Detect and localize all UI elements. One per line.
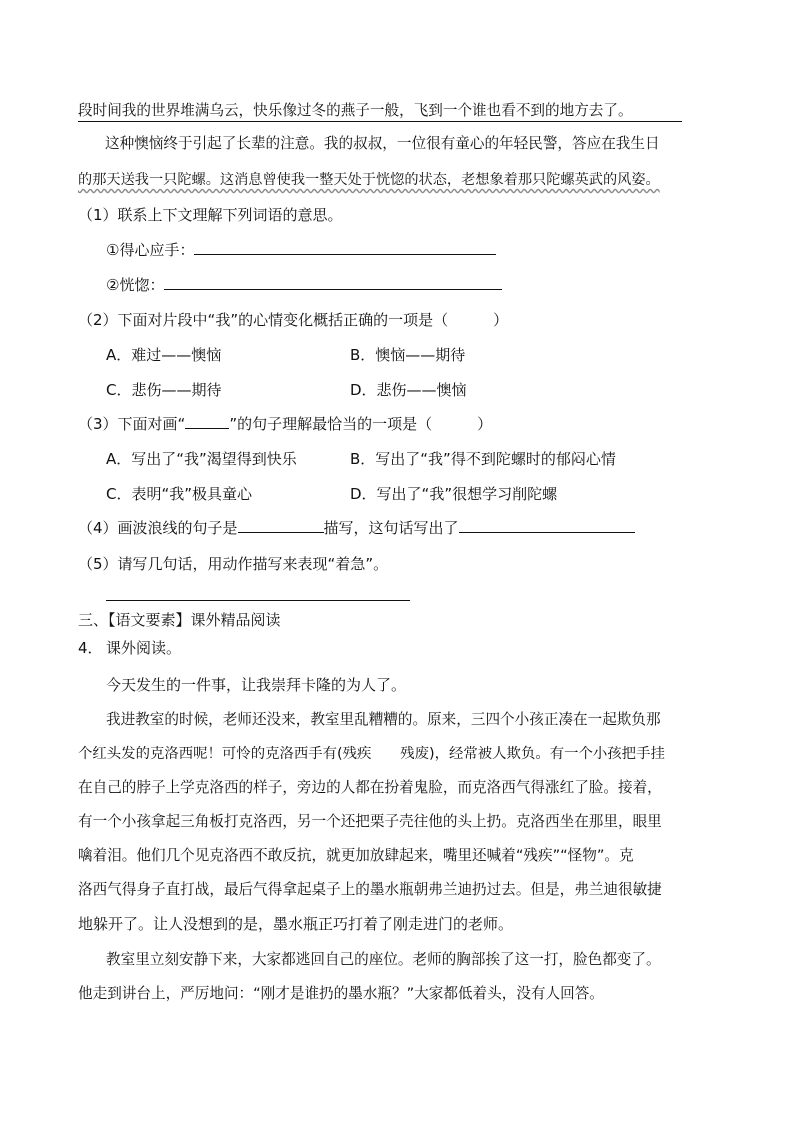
passage-line: 有一个小孩拿起三角板打克洛西，另一个还把栗子壳往他的头上扔。克洛西坐在那里，眼里 <box>78 813 662 830</box>
passage-line: 在自己的脖子上学克洛西的样子，旁边的人都在扮着鬼脸，而克洛西气得涨红了脸。接着， <box>78 779 662 796</box>
answer-blank[interactable] <box>459 518 635 533</box>
option-b[interactable]: B．懊恼——期待 <box>350 346 466 364</box>
question-2: （2）下面对片段中“我”的心情变化概括正确的一项是（ ） <box>78 311 509 329</box>
question-1: （1）联系上下文理解下列词语的意思。 <box>78 206 343 224</box>
option-a[interactable]: A．难过——懊恼 <box>106 346 222 364</box>
passage-line: 洛西气得身子直打战，最后气得拿起桌子上的墨水瓶朝弗兰迪扔过去。但是，弗兰迪很敏捷 <box>78 881 662 898</box>
question-3-pre: （3）下面对画“ <box>78 415 186 433</box>
question-text: 课外阅读。 <box>106 639 182 657</box>
passage-line: 这种懊恼终于引起了长辈的注意。我的叔叔，一位很有童心的年轻民警，答应在我生日 <box>105 135 660 152</box>
underline-mark <box>185 414 229 429</box>
answer-blank[interactable] <box>164 275 502 290</box>
passage-text: 段时间我的世界堆满乌云，快乐像过冬的燕子一般，飞到一个谁也看不到的地方去了。 <box>78 102 633 119</box>
passage-line: 他走到讲台上，严厉地问：“刚才是谁扔的墨水瓶？”大家都低着头，没有人回答。 <box>78 985 604 1002</box>
option-b[interactable]: B．写出了“我”得不到陀螺时的郁闷心情 <box>350 450 616 468</box>
passage-line-wavy <box>78 170 660 190</box>
question-5: （5）请写几句话，用动作描写来表现“着急”。 <box>78 555 389 573</box>
passage-line: 个红头发的克洛西呢！可怜的克洛西手有(残疾 残废)，经常被人欺负。有一个小孩把手挂 <box>78 746 665 762</box>
question-3 <box>78 414 492 434</box>
answer-blank[interactable] <box>238 518 324 533</box>
passage-line: 地躲开了。让人没想到的是，墨水瓶正巧打着了刚走进门的老师。 <box>78 915 514 933</box>
question-1b <box>106 275 502 295</box>
option-c[interactable]: C．表明“我”极具童心 <box>106 485 253 503</box>
question-1a <box>106 240 496 260</box>
answer-blank[interactable] <box>106 586 410 601</box>
passage-line-underlined <box>78 100 682 122</box>
answer-blank[interactable] <box>194 240 496 255</box>
question-4-mid: 描写，这句话写出了 <box>323 519 459 537</box>
question-3-post: ”的句子理解最恰当的一项是（ ） <box>229 415 493 433</box>
option-c[interactable]: C．悲伤——期待 <box>106 381 222 399</box>
option-a[interactable]: A．写出了“我”渴望得到快乐 <box>106 450 297 468</box>
question-1a-label: ①得心应手： <box>106 241 195 259</box>
passage-line: 教室里立刻安静下来，大家都逃回自己的座位。老师的胸部挨了这一打，脸色都变了。 <box>106 951 661 968</box>
option-d[interactable]: D．悲伤——懊恼 <box>350 381 467 399</box>
option-d[interactable]: D．写出了“我”很想学习削陀螺 <box>350 485 558 503</box>
passage-line: 噙着泪。他们几个见克洛西不敢反抗，就更加放肆起来，嘴里还喊着“残疾”“怪物”。克 <box>78 847 634 864</box>
question-1b-label: ②恍惚： <box>106 276 165 294</box>
question-4 <box>78 518 635 538</box>
passage-line: 我进教室的时候，老师还没来，教室里乱糟糟的。原来，三四个小孩正凑在一起欺负那 <box>106 711 661 728</box>
question-4-pre: （4）画波浪线的句子是 <box>78 519 238 537</box>
question-number: 4． <box>78 639 103 657</box>
wavy-sentence: 的那天送我一只陀螺。这消息曾使我一整天处于恍惚的状态，老想象着那只陀螺英武的风姿。 <box>78 172 660 188</box>
passage-line: 今天发生的一件事，让我崇拜卡隆的为人了。 <box>106 676 407 694</box>
section-heading: 三、【语文要素】课外精品阅读 <box>78 611 281 629</box>
